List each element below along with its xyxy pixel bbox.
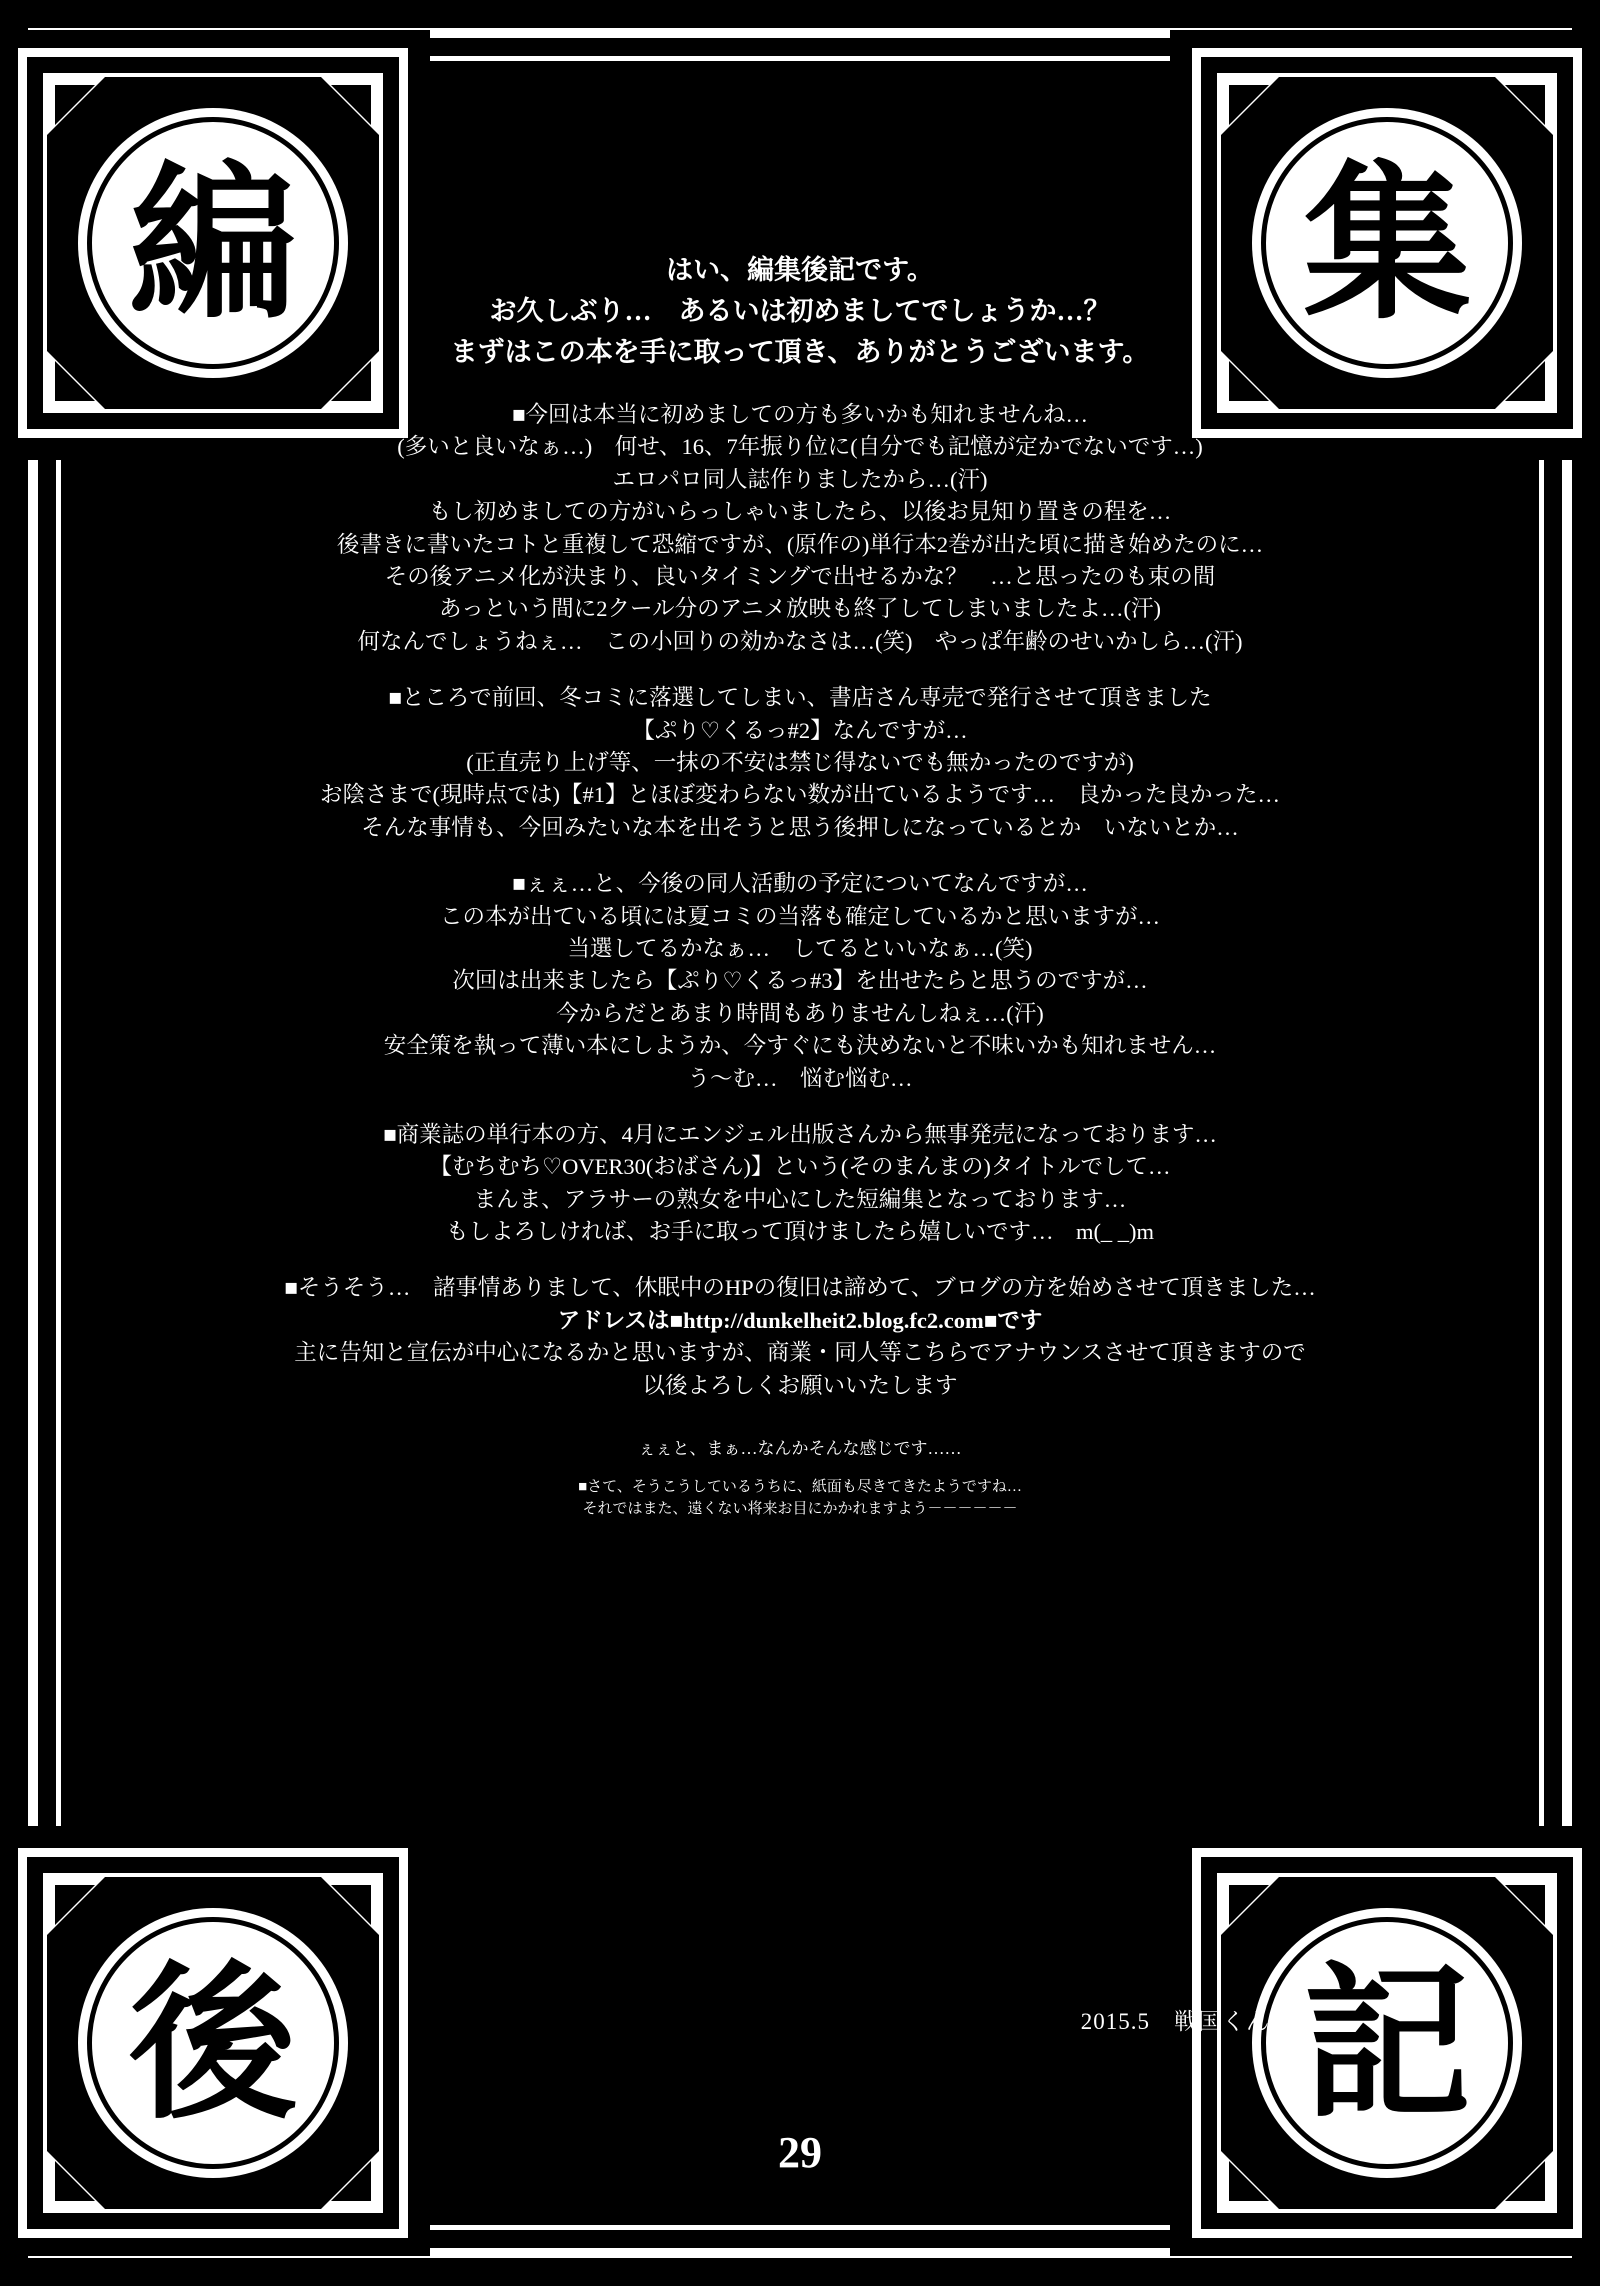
medallion-character: 集 <box>1303 144 1471 342</box>
text-line: (多いと良いなぁ…) 何せ、16、7年振り位に(自分でも記憶が定かでないです…) <box>397 434 1203 460</box>
text-line: ■そうそう… 諸事情ありまして、休眠中のHPの復旧は諦めて、ブログの方を始めさせて頂きました… <box>284 1275 1316 1301</box>
afterword-paragraph-2 <box>200 682 1400 844</box>
headline-line: はい、編集後記です。 <box>666 255 934 285</box>
text-line: 後書きに書いたコトと重複して恐縮ですが、(原作の)単行本2巻が出た頃に描き始めたのに… <box>336 531 1264 557</box>
text-line: この本が出ている頃には夏コミの当落も確定しているかと思いますが… <box>439 903 1160 929</box>
signature: 2015.5 戦国くん <box>1080 2009 1270 2034</box>
corner-triangle-cutout-icon <box>55 361 95 401</box>
text-line: う〜む… 悩む悩む… <box>687 1065 913 1091</box>
text-line: 以後よろしくお願いいたします <box>642 1372 958 1398</box>
page-number: 29 <box>778 2128 822 2177</box>
text-line: ■さて、そうこうしているうちに、紙面も尽きてきたようですね… <box>578 1478 1022 1495</box>
text-line: 今からだとあまり時間もありませんしねぇ…(汗) <box>556 1000 1044 1026</box>
corner-triangle-cutout-icon <box>55 85 95 125</box>
afterword-paragraph-1 <box>200 399 1400 658</box>
text-line: 次回は出来ましたら【ぷり♡くるっ#3】を出せたらと思うのですが… <box>452 968 1148 994</box>
text-line: ■ぇぇ…と、今後の同人活動の予定についてなんですが… <box>512 871 1088 897</box>
text-line: (正直売り上げ等、一抹の不安は禁じ得ないでも無かったのですが) <box>466 750 1134 775</box>
afterword-text-column <box>200 250 1400 2106</box>
afterword-paragraph-4 <box>200 1119 1400 1249</box>
text-line: 何なんでしょうねぇ… この小回りの効かなさは…(笑) やっぱ年齢のせいかしら…(汗) <box>357 628 1243 654</box>
afterword-small-note: ぇぇと、まぁ…なんかそんな感じです…… <box>638 1439 962 1459</box>
corner-triangle-cutout-icon <box>1505 1885 1545 1925</box>
afterword-paragraph-5 <box>200 1272 1400 1402</box>
text-line: エロパロ同人誌作りましたから…(汗) <box>612 466 988 492</box>
afterword-paragraph-3 <box>200 868 1400 1095</box>
text-line: 主に告知と宣伝が中心になるかと思いますが、商業・同人等こちらでアナウンスさせて頂きますので <box>294 1340 1306 1366</box>
corner-triangle-cutout-icon <box>1505 85 1545 125</box>
text-line: そんな事情も、今回みたいな本を出そうと思う後押しになっているとか いないとか… <box>361 814 1239 840</box>
medallion-character: 編 <box>129 144 297 342</box>
text-line: まんま、アラサーの熟女を中心にした短編集となっております… <box>473 1186 1127 1212</box>
corner-triangle-cutout-icon <box>55 1885 95 1925</box>
headline-line: お久しぶり… あるいは初めましてでしょうか…？ <box>489 296 1111 327</box>
text-line: あっという間に2クール分のアニメ放映も終了してしまいましたよ…(汗) <box>439 596 1161 622</box>
corner-triangle-cutout-icon <box>1505 361 1545 401</box>
corner-triangle-cutout-icon <box>331 85 371 125</box>
text-line: ■今回は本当に初めましての方も多いかも知れませんね… <box>511 402 1089 428</box>
blog-url-line[interactable]: アドレスは■http://dunkelheit2.blog.fc2.com■です <box>557 1307 1043 1333</box>
headline-line: まずはこの本を手に取って頂き、ありがとうございます。 <box>450 337 1150 368</box>
text-line: ■商業誌の単行本の方、4月にエンジェル出版さんから無事発売になっております… <box>383 1121 1217 1147</box>
text-line: お陰さまで(現時点では)【#1】とほぼ変わらない数が出ているようです… 良かった良かった… <box>320 782 1280 808</box>
text-line: もしよろしければ、お手に取って頂けましたら嬉しいです… m(_ _)m <box>445 1219 1155 1245</box>
text-line: 当選してるかなぁ… してるといいなぁ…(笑) <box>567 935 1033 961</box>
text-line: 【ぷり♡くるっ#2】なんですが… <box>632 717 968 743</box>
afterword-closing-note <box>200 1476 1400 1521</box>
text-line: 【むちむち♡OVER30(おばさん)】という(そのまんまの)タイトルでして… <box>429 1154 1171 1180</box>
medallion-character: 後 <box>129 1944 297 2142</box>
text-line: もし初めましての方がいらっしゃいましたら、以後お見知り置きの程を… <box>428 499 1172 525</box>
text-line: その後アニメ化が決まり、良いタイミングで出せるかな？ …と思ったのも束の間 <box>384 564 1216 590</box>
text-line: それではまた、遠くない将来お目にかかれますよう－－－－－－ <box>582 1501 1018 1518</box>
text-line: 安全策を執って薄い本にしようか、今すぐにも決めないと不味いかも知れません… <box>383 1033 1217 1059</box>
corner-triangle-cutout-icon <box>1229 85 1269 125</box>
text-line: ■ところで前回、冬コミに落選してしまい、書店さん専売で発行させて頂きました <box>388 685 1212 711</box>
medallion-character: 記 <box>1303 1944 1471 2142</box>
afterword-headline <box>200 250 1400 373</box>
